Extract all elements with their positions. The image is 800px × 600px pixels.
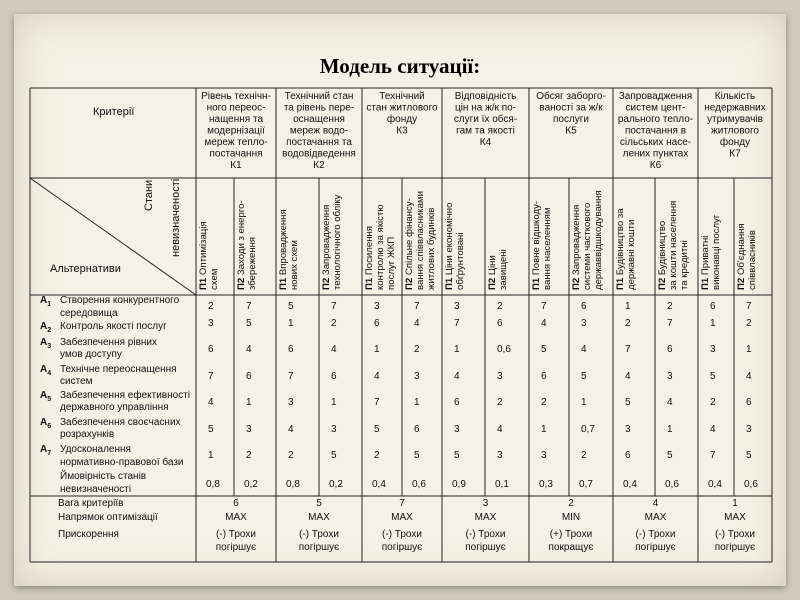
weight-value: 3 xyxy=(482,498,489,509)
state-label: П2 Об'єднання xyxy=(736,223,747,290)
criterion-code: К1 xyxy=(230,160,242,171)
matrix-value: 1 xyxy=(541,424,547,435)
matrix-value: 4 xyxy=(497,424,503,435)
weight-value: 1 xyxy=(732,498,738,509)
acceleration-value: (-) Трохи xyxy=(465,529,506,540)
matrix-value: 5 xyxy=(414,450,420,461)
matrix-value: 2 xyxy=(288,450,294,461)
matrix-value: 6 xyxy=(710,301,716,312)
acceleration-value: (-) Трохи xyxy=(216,529,256,540)
matrix-value: 3 xyxy=(625,424,631,435)
matrix-value: 5 xyxy=(667,450,673,461)
matrix-value: 1 xyxy=(746,344,752,355)
matrix-value: 3 xyxy=(497,450,503,461)
weight-value: 6 xyxy=(233,498,239,509)
criterion-name-line: житлового xyxy=(711,125,759,137)
state-label: П2 Ціни xyxy=(487,255,498,290)
matrix-value: 4 xyxy=(246,344,252,355)
state-label: П1 Приватні xyxy=(700,235,711,290)
state-label: схем xyxy=(209,268,220,290)
matrix-value: 6 xyxy=(497,318,503,329)
matrix-value: 3 xyxy=(454,424,460,435)
state-label: виконавці послуг xyxy=(711,214,722,290)
alternative-name-line: Забезпечення рівних xyxy=(60,337,158,348)
matrix-value: 1 xyxy=(208,450,214,461)
probability-value: 0,1 xyxy=(495,479,509,490)
probability-value: 0,8 xyxy=(286,479,300,490)
matrix-value: 4 xyxy=(331,344,337,355)
criterion-name-line: постачання та xyxy=(286,137,352,148)
matrix-value: 2 xyxy=(331,318,337,329)
alternative-name-line: Забезпечення своєчасних xyxy=(60,417,181,428)
state-label: вання населенням xyxy=(542,207,553,290)
acceleration-value: покращує xyxy=(548,542,594,553)
alternative-label: $A_6$ xyxy=(40,417,52,430)
criterion-code: К7 xyxy=(729,148,741,160)
matrix-value: 2 xyxy=(497,397,503,408)
matrix-value: 4 xyxy=(667,397,673,408)
criterion-name-line: постачання в xyxy=(624,125,687,137)
state-label: контролю за якістю xyxy=(375,204,386,290)
state-label: послуг ЖКП xyxy=(386,236,397,290)
alternative-name-line: умов доступу xyxy=(60,349,122,360)
state-label: державні кошти xyxy=(626,219,637,290)
matrix-value: 3 xyxy=(710,344,716,355)
matrix-value: 3 xyxy=(581,318,587,329)
alternative-name-line: розрахунків xyxy=(60,429,115,440)
matrix-value: 7 xyxy=(331,301,337,312)
criterion-name-line: мереж водо- xyxy=(289,125,349,137)
criterion-name-line: Обсяг заборго- xyxy=(536,91,606,102)
matrix-value: 5 xyxy=(331,450,337,461)
state-label: вання співвласниками xyxy=(415,191,426,290)
matrix-value: 5 xyxy=(246,318,252,329)
criterion-name-line: ного переос- xyxy=(206,102,266,114)
criterion-name-line: Технічний стан xyxy=(284,91,354,102)
matrix-value: 3 xyxy=(667,371,673,382)
alternative-name-line: Створення конкурентного xyxy=(60,295,180,306)
alternative-label: $A_2$ xyxy=(40,321,52,334)
acceleration-value: (-) Трохи xyxy=(715,529,755,540)
matrix-value: 1 xyxy=(454,344,460,355)
probability-value: 0,2 xyxy=(329,479,343,490)
matrix-value: 5 xyxy=(208,424,214,435)
matrix-value: 0,6 xyxy=(497,344,511,355)
criterion-name-line: цін на ж/к по- xyxy=(454,102,517,114)
matrix-value: 6 xyxy=(208,344,214,355)
direction-value: MAX xyxy=(474,512,497,523)
matrix-value: 2 xyxy=(710,397,716,408)
criterion-name-line: водовідведення xyxy=(282,148,356,160)
direction-value: MAX xyxy=(308,512,330,523)
state-label: П1 Впровадження xyxy=(278,209,289,290)
matrix-value: 6 xyxy=(288,344,294,355)
matrix-value: 2 xyxy=(414,344,420,355)
alternative-label: $A_7$ xyxy=(40,444,52,457)
criterion-name-line: слуги їх обся- xyxy=(453,114,518,125)
probability-value: 0,6 xyxy=(412,479,426,490)
weight-value: 5 xyxy=(316,498,322,509)
state-label: за кошти населення xyxy=(668,200,679,290)
alternative-label: $A_3$ xyxy=(40,337,52,350)
matrix-value: 1 xyxy=(710,318,716,329)
matrix-value: 0,7 xyxy=(581,424,595,435)
matrix-value: 3 xyxy=(246,424,252,435)
matrix-value: 4 xyxy=(581,344,587,355)
alternative-name-line: Удосконалення xyxy=(60,444,131,455)
matrix-value: 7 xyxy=(246,301,252,312)
probability-label: невизначеності xyxy=(60,484,132,495)
state-label: системи часткового xyxy=(582,202,593,290)
acceleration-value: (+) Трохи xyxy=(549,529,593,540)
matrix-value: 2 xyxy=(497,301,503,312)
probability-value: 0,8 xyxy=(206,479,220,490)
matrix-value: 6 xyxy=(374,318,380,329)
criterion-name-line: Запровадження xyxy=(618,91,693,102)
criterion-name-line: оснащення xyxy=(293,114,345,125)
state-label: П1 Оптимізація xyxy=(198,221,209,290)
matrix-value: 4 xyxy=(710,424,716,435)
matrix-value: 2 xyxy=(625,318,631,329)
criterion-name-line: нащення та xyxy=(208,114,264,125)
alternative-label: $A_4$ xyxy=(40,364,52,377)
state-label: співвласників xyxy=(747,230,758,290)
state-label: державвідшкодування xyxy=(593,190,604,290)
criterion-name-line: постачання xyxy=(209,148,263,160)
alternative-label: $A_1$ xyxy=(40,295,52,308)
matrix-value: 1 xyxy=(414,397,420,408)
matrix-value: 6 xyxy=(625,450,631,461)
matrix-value: 7 xyxy=(208,371,214,382)
direction-label: Напрямок оптимізації xyxy=(58,512,158,523)
matrix-value: 2 xyxy=(246,450,252,461)
matrix-value: 6 xyxy=(746,397,752,408)
criterion-name-line: Кількість xyxy=(714,91,756,102)
state-label: П2 Будівництво xyxy=(657,220,668,290)
matrix-value: 2 xyxy=(581,450,587,461)
criterion-code: К5 xyxy=(565,125,577,137)
matrix-value: 7 xyxy=(746,301,752,312)
matrix-value: 1 xyxy=(331,397,337,408)
state-label: збереження xyxy=(247,236,258,290)
alternative-name-line: середовища xyxy=(60,308,118,319)
state-label: житлових будинків xyxy=(426,207,437,290)
probability-label: Ймовірність станів xyxy=(60,471,147,482)
criterion-name-line: лених пунктах xyxy=(622,148,689,160)
matrix-value: 7 xyxy=(454,318,460,329)
matrix-value: 6 xyxy=(454,397,460,408)
probability-value: 0,4 xyxy=(372,479,386,490)
matrix-value: 7 xyxy=(414,301,420,312)
matrix-value: 6 xyxy=(414,424,420,435)
matrix-value: 6 xyxy=(246,371,252,382)
criterion-code: К3 xyxy=(396,125,408,137)
acceleration-value: погіршує xyxy=(298,542,340,553)
matrix-value: 7 xyxy=(667,318,673,329)
criterion-name-line: стан житлового xyxy=(366,102,438,114)
state-label: П2 Заходи з енерго- xyxy=(236,200,247,290)
matrix-value: 7 xyxy=(710,450,716,461)
criterion-name-line: Рівень технічн- xyxy=(201,91,271,102)
matrix-value: 3 xyxy=(497,371,503,382)
matrix-value: 5 xyxy=(541,344,547,355)
acceleration-value: погіршує xyxy=(381,542,423,553)
state-label: П1 Будівництво за xyxy=(615,208,626,290)
direction-value: MIN xyxy=(561,512,581,523)
alternative-label: $A_5$ xyxy=(40,390,52,403)
criterion-name-line: систем цент- xyxy=(625,102,686,114)
matrix-value: 6 xyxy=(331,371,337,382)
matrix-value: 2 xyxy=(541,397,547,408)
state-label: П2 Спільне фінансу- xyxy=(404,198,415,290)
matrix-value: 4 xyxy=(454,371,460,382)
probability-value: 0,6 xyxy=(665,479,679,490)
criterion-name-line: сільських насе- xyxy=(619,137,692,148)
matrix-value: 7 xyxy=(625,344,631,355)
matrix-value: 3 xyxy=(541,450,547,461)
matrix-value: 6 xyxy=(541,371,547,382)
acceleration-value: погіршує xyxy=(714,542,756,553)
matrix-value: 3 xyxy=(208,318,214,329)
alternative-name-line: Технічне переоснащення xyxy=(60,364,177,375)
matrix-value: 4 xyxy=(208,397,214,408)
matrix-value: 2 xyxy=(746,318,752,329)
matrix-value: 4 xyxy=(625,371,631,382)
state-label: П1 Посилення xyxy=(364,225,375,290)
acceleration-value: погіршує xyxy=(215,542,257,553)
criterion-name-line: та рівень пере- xyxy=(283,102,355,114)
matrix-value: 5 xyxy=(746,450,752,461)
matrix-value: 3 xyxy=(414,371,420,382)
matrix-value: 6 xyxy=(667,344,673,355)
matrix-value: 4 xyxy=(746,371,752,382)
criterion-code: К6 xyxy=(649,160,662,171)
state-label: нових схем xyxy=(289,240,300,290)
matrix-value: 4 xyxy=(374,371,380,382)
criterion-name-line: модернізації xyxy=(207,125,265,137)
criteria-label: Критерії xyxy=(93,106,135,118)
state-label: П1 Ціни економічно xyxy=(444,202,455,290)
alternative-name-line: нормативно-правової бази xyxy=(60,457,184,468)
acceleration-label: Прискорення xyxy=(58,529,119,540)
uncertainty-label: невизначеності xyxy=(170,178,182,257)
criterion-name-line: фонду xyxy=(386,114,418,125)
acceleration-value: погіршує xyxy=(465,542,506,553)
matrix-value: 1 xyxy=(667,424,673,435)
state-label: П1 Повне відшкоду- xyxy=(531,200,542,290)
criterion-name-line: Відповідність xyxy=(454,91,517,102)
criterion-name-line: недержавних xyxy=(704,102,766,114)
criterion-code: К2 xyxy=(313,160,325,171)
probability-value: 0,4 xyxy=(623,479,637,490)
alternative-name-line: Забезпечення ефективності xyxy=(60,390,190,401)
state-label: П2 Запровадження xyxy=(321,204,332,290)
criterion-name-line: фонду xyxy=(719,137,751,148)
alternative-name-line: систем xyxy=(60,376,93,387)
weight-value: 7 xyxy=(399,498,405,509)
matrix-value: 5 xyxy=(374,424,380,435)
matrix-value: 6 xyxy=(581,301,587,312)
alternative-name-line: державного управління xyxy=(60,402,169,413)
criterion-code: К4 xyxy=(479,137,492,148)
acceleration-value: погіршує xyxy=(635,542,676,553)
criterion-name-line: ваності за ж/к xyxy=(539,102,603,114)
direction-value: MAX xyxy=(391,512,413,523)
criterion-name-line: гам та якості xyxy=(456,125,515,137)
matrix-value: 3 xyxy=(374,301,380,312)
matrix-value: 7 xyxy=(374,397,380,408)
matrix-value: 4 xyxy=(414,318,420,329)
acceleration-value: (-) Трохи xyxy=(635,529,676,540)
weights-label: Вага критеріїв xyxy=(58,498,124,509)
matrix-value: 2 xyxy=(667,301,673,312)
probability-value: 0,3 xyxy=(539,479,553,490)
matrix-value: 1 xyxy=(581,397,587,408)
states-label: Стани xyxy=(143,179,155,211)
matrix-value: 2 xyxy=(374,450,380,461)
weight-value: 2 xyxy=(568,498,574,509)
matrix-value: 5 xyxy=(710,371,716,382)
criterion-name-line: Технічний xyxy=(379,91,425,102)
probability-value: 0,9 xyxy=(452,479,466,490)
matrix-value: 5 xyxy=(288,301,294,312)
criterion-name-line: рального тепло- xyxy=(617,114,694,125)
acceleration-value: (-) Трохи xyxy=(299,529,339,540)
matrix-value: 1 xyxy=(625,301,631,312)
matrix-value: 7 xyxy=(288,371,294,382)
matrix-value: 1 xyxy=(246,397,252,408)
state-label: П2 Запровадження xyxy=(571,204,582,290)
direction-value: MAX xyxy=(724,512,746,523)
state-label: та кредитні xyxy=(679,240,690,290)
page-title: Модель ситуації: xyxy=(319,54,481,78)
probability-value: 0,4 xyxy=(708,479,722,490)
acceleration-value: (-) Трохи xyxy=(382,529,422,540)
matrix-value: 3 xyxy=(331,424,337,435)
matrix-value: 5 xyxy=(625,397,631,408)
alternative-name-line: Контроль якості послуг xyxy=(60,321,167,332)
matrix-value: 5 xyxy=(454,450,460,461)
matrix-value: 4 xyxy=(541,318,547,329)
alternatives-label: Альтернативи xyxy=(50,263,121,275)
criterion-name-line: мереж тепло- xyxy=(204,137,268,148)
matrix-value: 1 xyxy=(374,344,380,355)
probability-value: 0,7 xyxy=(579,479,593,490)
matrix-value: 3 xyxy=(746,424,752,435)
probability-value: 0,2 xyxy=(244,479,258,490)
criterion-name-line: утримувачів xyxy=(706,114,764,125)
probability-value: 0,6 xyxy=(744,479,758,490)
state-label: обґрунтовані xyxy=(455,232,466,290)
matrix-value: 3 xyxy=(454,301,460,312)
state-label: завищені xyxy=(498,249,509,290)
matrix-value: 1 xyxy=(288,318,294,329)
matrix-value: 3 xyxy=(288,397,294,408)
direction-value: MAX xyxy=(644,512,667,523)
matrix-value: 2 xyxy=(208,301,214,312)
direction-value: MAX xyxy=(225,512,247,523)
state-label: технологічного обліку xyxy=(332,194,343,290)
criterion-name-line: послуги xyxy=(552,114,590,125)
matrix-value: 5 xyxy=(581,371,587,382)
matrix-value: 4 xyxy=(288,424,294,435)
matrix-value: 7 xyxy=(541,301,547,312)
weight-value: 4 xyxy=(652,498,659,509)
